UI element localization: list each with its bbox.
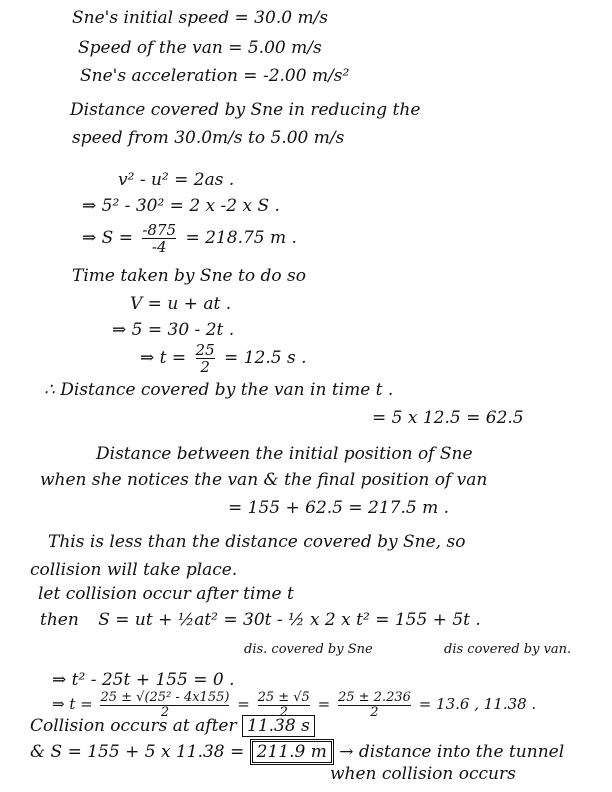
time-substitution: ⇒ 5 = 30 - 2t . (112, 320, 235, 340)
acceleration-line: Sne's acceleration = -2.00 m/s² (80, 66, 350, 86)
separation-value: = 155 + 62.5 = 217.5 m . (228, 498, 450, 518)
solution-denominator-1: 2 (160, 705, 170, 720)
time-numerator: 25 (195, 341, 215, 359)
collision-position-line (30, 742, 564, 762)
time-lhs: ⇒ t = (140, 348, 187, 368)
solution-numerator-1: 25 ± √(25² - 4x155) (100, 690, 230, 705)
distance-value: = 218.75 m . (185, 228, 297, 248)
distance-numerator: -875 (142, 221, 177, 239)
position-equation-line (40, 610, 481, 630)
collision-position-label: & S = 155 + 5 x 11.38 = (30, 742, 245, 762)
distance-heading-line: Distance covered by Sne in reducing the (70, 100, 421, 120)
solution-denominator-2: 2 (279, 705, 288, 720)
collision-time-line (30, 716, 315, 736)
quadratic-equation: ⇒ t² - 25t + 155 = 0 . (52, 670, 235, 690)
collision-statement: collision will take place. (30, 560, 238, 580)
collision-position-answer: 211.9 m (250, 739, 334, 765)
separation-heading: Distance between the initial position of Sne (96, 444, 473, 464)
speed-range-line: speed from 30.0m/s to 5.00 m/s (72, 128, 345, 148)
distance-denominator: -4 (151, 238, 167, 256)
collision-time-label: Collision occurs at after (30, 716, 237, 736)
time-value: = 12.5 s . (224, 348, 307, 368)
comparison-line: This is less than the distance covered by Sne, so (48, 532, 466, 552)
collision-note-end: when collision occurs (330, 764, 516, 784)
van-distance-heading: ∴ Distance covered by the van in time t . (44, 380, 394, 400)
distance-lhs: ⇒ S = (82, 228, 133, 248)
velocity-equation: V = u + at . (130, 294, 232, 314)
van-speed-line: Speed of the van = 5.00 m/s (78, 38, 322, 58)
solution-roots: = 13.6 , 11.38 . (418, 695, 537, 713)
collision-time-answer: 11.38 s (242, 715, 315, 737)
van-distance-annotation: dis covered by van. (444, 642, 572, 657)
solution-equals-2: = (317, 695, 331, 713)
solution-denominator-3: 2 (370, 705, 379, 720)
solution-lhs: ⇒ t = (52, 695, 93, 713)
distance-result-line (82, 222, 297, 255)
then-word: then (40, 610, 79, 630)
sne-distance-annotation: dis. covered by Sne (244, 642, 373, 657)
separation-detail: when she notices the van & the final position of van (40, 470, 488, 490)
time-denominator: 2 (200, 358, 210, 376)
time-result-line (140, 342, 306, 375)
kinematic-equation: v² - u² = 2as . (118, 170, 235, 190)
tunnel-distance-note: → distance into the tunnel (339, 742, 565, 762)
van-distance-value: = 5 x 12.5 = 62.5 (372, 408, 524, 428)
substitution-line: ⇒ 5² - 30² = 2 x -2 x S . (82, 196, 280, 216)
initial-speed-line: Sne's initial speed = 30.0 m/s (72, 8, 329, 28)
time-heading-line: Time taken by Sne to do so (72, 266, 306, 286)
position-equation: S = ut + ½at² = 30t - ½ x 2 x t² = 155 + 5t . (98, 610, 481, 630)
solution-equals-1: = (237, 695, 250, 713)
solution-numerator-2: 25 ± √5 (257, 690, 310, 705)
solution-numerator-3: 25 ± 2.236 (337, 690, 411, 705)
collision-time-assumption: let collision occur after time t (38, 584, 294, 604)
